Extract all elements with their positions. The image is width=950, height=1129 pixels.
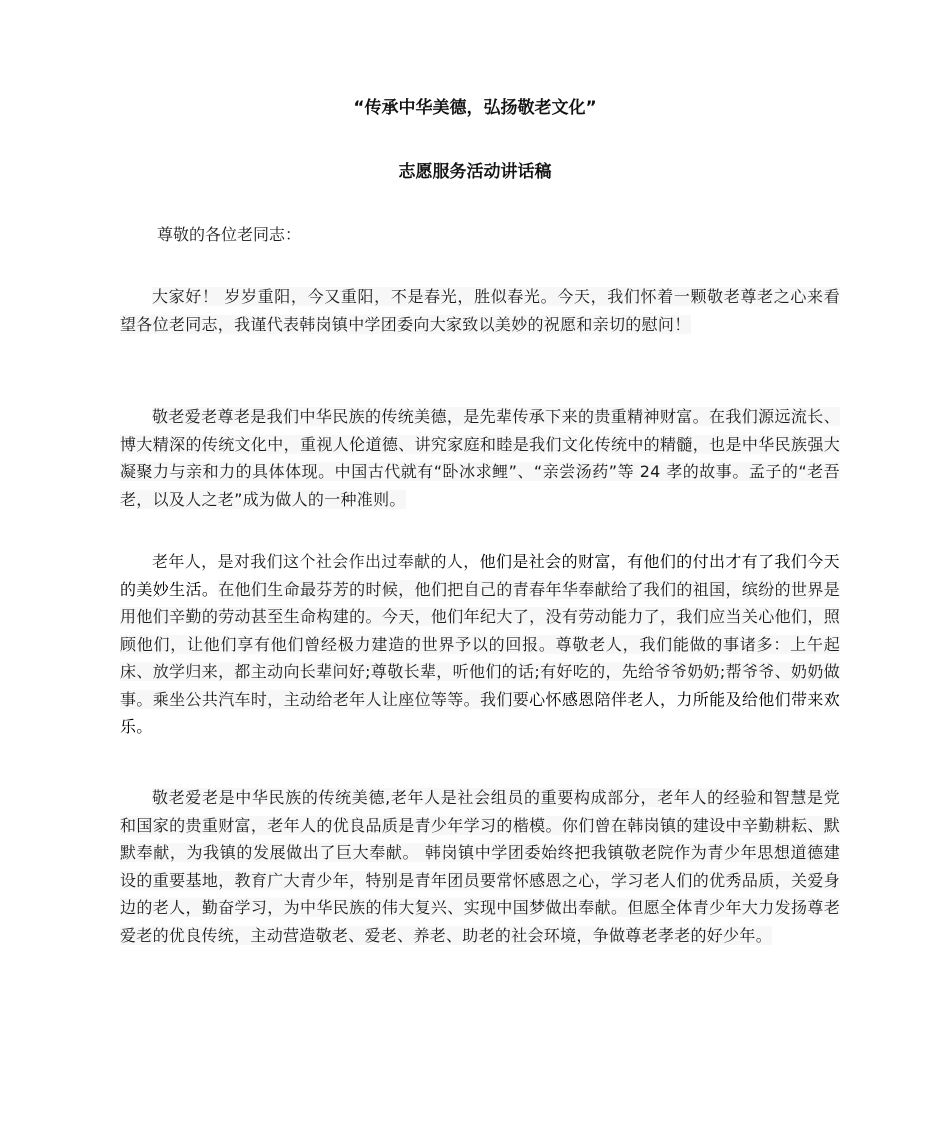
document-subtitle: 志愿服务活动讲话稿	[398, 162, 552, 182]
paragraph-tradition-text: 敬老爱老尊老是我们中华民族的传统美德，是先辈传承下来的贵重精神财富。在我们源远流长、博大精深的传统文化中，重视人伦道德、讲究家庭和睦是我们文化传统中的精髓，也是中华民族强大凝聚力与亲和力的具体体现。中国古代就有“卧冰求鲤”、“亲尝汤药”等 24 孝的故事。孟子的“老吾老，以及人之老”成为做人的一种准则。	[120, 407, 840, 509]
paragraph-elderly-part4: 心怀感恩陪伴老人，力所能及给他们带来欢乐。	[120, 689, 840, 736]
paragraph-tradition	[120, 403, 840, 513]
salutation: 尊敬的各位老同志：	[157, 225, 302, 244]
paragraph-greeting-text: 大家好！ 岁岁重阳，今又重阳，不是春光，胜似春光。今天，我们怀着一颗敬老尊老之心来看望各位老同志，我谨代表韩岗镇中学团委向大家致以美妙的祝愿和亲切的慰问！	[120, 287, 840, 334]
paragraph-closing-text: 敬老爱老是中华民族的传统美德,老年人是社会组员的重要构成部分，老年人的经验和智慧是党和国家的贵重财富，老年人的优良品质是青少年学习的楷模。你们曾在韩岗镇的建设中辛勤耕耘、默默奉献，为我镇的发展做出了巨大奉献。 韩岗镇中学团委始终把我镇敬老院作为青少年思想道德建设的重要基地，教育广大青少年，特别是青年团员要常怀感恩之心，学习老人们的优秀品质，关爱身边的老人，勤奋学习，为中华民族的伟大复兴、实现中国梦做出奉献。但愿全体青少年大力发扬尊老爱老的优良传统，主动营造敬老、爱老、养老、助老的社会环境，争做尊老孝老的好少年。	[120, 788, 840, 945]
paragraph-greeting	[120, 283, 840, 338]
paragraph-elderly-part1: 老年人，是对我们这个社会作出过奉献的人，	[152, 552, 480, 571]
paragraph-closing	[120, 784, 840, 949]
paragraph-elderly-contribution	[120, 548, 840, 741]
document-title: “传承中华美德，弘扬敬老文化”	[353, 98, 597, 118]
paragraph-elderly-part2: 他们是社会的财富，有他们的付出才有了我们今天的美妙生活。	[120, 552, 840, 599]
paragraph-elderly-part3: 在他们生命最芬芳的时候，他们把自己的青春年华奉献给了我们的祖国，缤纷的世界是用他们辛勤的劳动甚至生命构建的。今天，他们年纪大了，没有劳动能力了，我们应当关心他们，照顾他们，让他们享有他们曾经极力建造的世界予以的回报。尊敬老人，我们能做的事诸多：上午起床、放学归来，都主动向长辈问好;尊敬长辈，听他们的话;有好吃的，先给爷爷奶奶;帮爷爷、奶奶做事。乘坐公共汽车时，主动给老年人让座位等等。我们要	[120, 579, 840, 709]
